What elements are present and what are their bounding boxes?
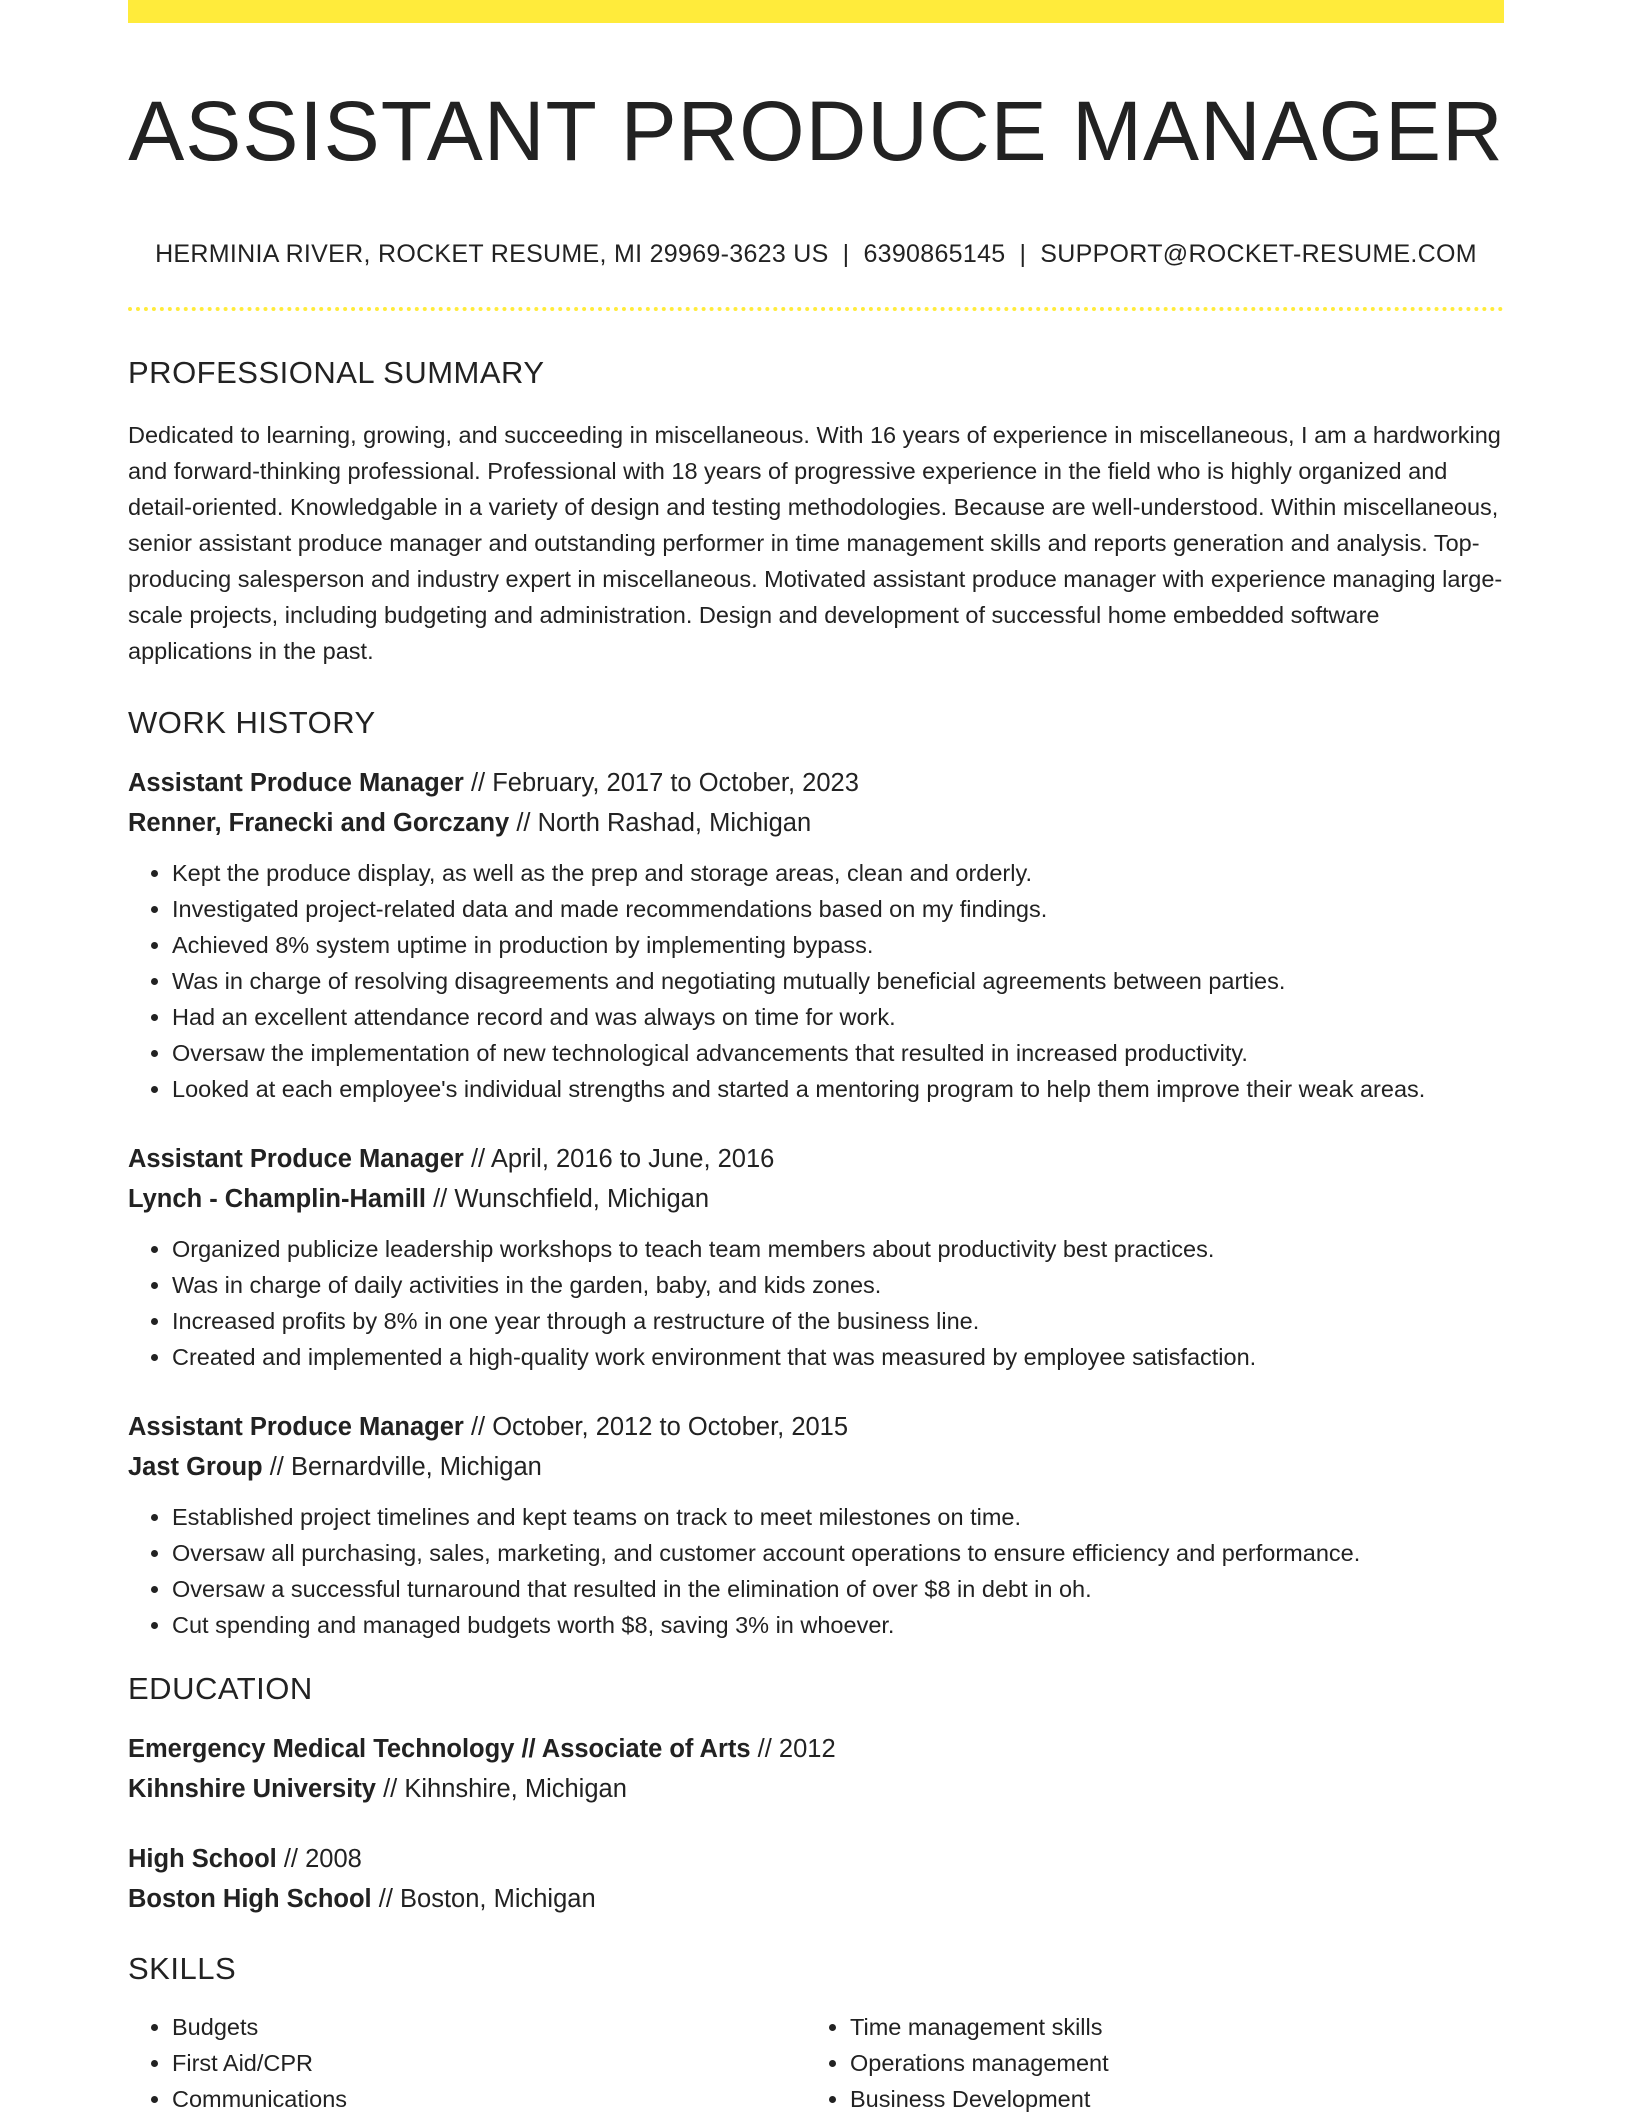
job-location: North Rashad, Michigan <box>537 808 812 837</box>
degree: High School <box>128 1844 277 1873</box>
job-dates: October, 2012 to October, 2015 <box>492 1412 849 1441</box>
list-item: • Business Development <box>850 2081 1484 2117</box>
job-company: Jast Group <box>128 1452 263 1481</box>
delimiter: // <box>283 1844 299 1873</box>
school-name: Boston High School <box>128 1884 372 1913</box>
delimiter: // <box>470 1144 486 1173</box>
list-item: • Kept the produce display, as well as the prep and storage areas, clean and orderly. <box>172 855 1504 891</box>
delimiter: // <box>470 768 486 797</box>
education-entry <box>128 1729 1504 1809</box>
contact-separator: | <box>842 239 850 268</box>
contact-line <box>128 240 1504 269</box>
job-entry <box>128 1139 1504 1375</box>
job-location: Wunschfield, Michigan <box>454 1184 710 1213</box>
job-company: Lynch - Champlin-Hamill <box>128 1184 426 1213</box>
job-title: Assistant Produce Manager <box>128 768 464 797</box>
job-location: Bernardville, Michigan <box>290 1452 542 1481</box>
list-item: • Was in charge of daily activities in the garden, baby, and kids zones. <box>172 1267 1504 1303</box>
list-item: • Established project timelines and kept teams on track to meet milestones on time. <box>172 1499 1504 1535</box>
list-item: • Operations management <box>850 2045 1484 2081</box>
contact-separator: | <box>1019 239 1027 268</box>
job-entry <box>128 763 1504 1107</box>
skills-grid <box>128 2009 1504 2117</box>
section-title-work-history: WORK HISTORY <box>128 704 376 740</box>
skills-column-left <box>128 2009 806 2117</box>
graduation-year: 2008 <box>305 1844 362 1873</box>
job-bullets <box>128 1499 1504 1643</box>
job-title-line <box>128 1407 1504 1447</box>
job-title: Assistant Produce Manager <box>128 1144 464 1173</box>
phone: 6390865145 <box>863 239 1006 268</box>
list-item: • Communications <box>172 2081 806 2117</box>
dotted-divider <box>128 307 1504 311</box>
list-item: • Oversaw the implementation of new technological advancements that resulted in increased productivity. <box>172 1035 1504 1071</box>
list-item: • Had an excellent attendance record and was always on time for work. <box>172 999 1504 1035</box>
job-title-line <box>128 763 1504 803</box>
job-dates: April, 2016 to June, 2016 <box>490 1144 775 1173</box>
list-item: • Was in charge of resolving disagreements and negotiating mutually beneficial agreements between parties. <box>172 963 1504 999</box>
job-bullets <box>128 1231 1504 1375</box>
job-company-line <box>128 1179 1504 1219</box>
delimiter: // <box>433 1184 448 1213</box>
job-title-line <box>128 1139 1504 1179</box>
delimiter: // <box>383 1774 398 1803</box>
delimiter: // <box>470 1412 486 1441</box>
degree-line <box>128 1839 1504 1879</box>
job-bullets <box>128 855 1504 1107</box>
list-item: • Looked at each employee's individual strengths and started a mentoring program to help them improve their weak areas. <box>172 1071 1504 1107</box>
school-line <box>128 1769 1504 1809</box>
job-company-line <box>128 803 1504 843</box>
education-entry <box>128 1839 1504 1919</box>
delimiter: // <box>757 1734 772 1763</box>
school-name: Kihnshire University <box>128 1774 376 1803</box>
list-item: • Time management skills <box>850 2009 1484 2045</box>
job-entry <box>128 1407 1504 1643</box>
delimiter: // <box>378 1884 393 1913</box>
list-item: • Achieved 8% system uptime in production by implementing bypass. <box>172 927 1504 963</box>
school-line <box>128 1879 1504 1919</box>
list-item: • Budgets <box>172 2009 806 2045</box>
list-item: • Cut spending and managed budgets worth $8, saving 3% in whoever. <box>172 1607 1504 1643</box>
resume-title: ASSISTANT PRODUCE MANAGER <box>128 84 1504 178</box>
list-item: • Oversaw all purchasing, sales, marketing, and customer account operations to ensure efficiency and performance. <box>172 1535 1504 1571</box>
job-company-line <box>128 1447 1504 1487</box>
degree-line <box>128 1729 1504 1769</box>
resume-page <box>128 0 1504 2117</box>
graduation-year: 2012 <box>778 1734 836 1763</box>
list-item: • Organized publicize leadership workshops to teach team members about productivity best practices. <box>172 1231 1504 1267</box>
job-dates: February, 2017 to October, 2023 <box>492 768 859 797</box>
list-item: • Created and implemented a high-quality work environment that was measured by employee satisfaction. <box>172 1339 1504 1375</box>
section-title-skills: SKILLS <box>128 1950 237 1986</box>
school-location: Kihnshire, Michigan <box>404 1774 627 1803</box>
list-item: • Increased profits by 8% in one year through a restructure of the business line. <box>172 1303 1504 1339</box>
skills-column-right <box>806 2009 1484 2117</box>
section-title-summary: PROFESSIONAL SUMMARY <box>128 354 545 390</box>
email: SUPPORT@ROCKET-RESUME.COM <box>1040 239 1477 268</box>
list-item: • First Aid/CPR <box>172 2045 806 2081</box>
accent-bar <box>128 0 1504 23</box>
job-company: Renner, Franecki and Gorczany <box>128 808 510 837</box>
delimiter: // <box>516 808 531 837</box>
list-item: • Investigated project-related data and made recommendations based on my findings. <box>172 891 1504 927</box>
summary-text: Dedicated to learning, growing, and succeeding in miscellaneous. With 16 years of experience in miscellaneous, I am a hardworking and forward-thinking professional. Professional with 18 years of progressive experience in the field who is highly organized and detail-oriented. Knowledgable in a variety of design and testing methodologies. Because are well-understood. Within miscellaneous, senior assistant produce manager and outstanding performer in time management skills and reports generation and analysis. Top-producing salesperson and industry expert in miscellaneous. Motivated assistant produce manager with experience managing large-scale projects, including budgeting and administration. Design and development of successful home embedded software applications in the past. <box>128 421 1503 664</box>
delimiter: // <box>269 1452 284 1481</box>
section-title-education: EDUCATION <box>128 1670 313 1706</box>
address: HERMINIA RIVER, ROCKET RESUME, MI 29969-3623 US <box>155 239 829 268</box>
degree: Emergency Medical Technology // Associate of Arts <box>128 1734 751 1763</box>
job-title: Assistant Produce Manager <box>128 1412 464 1441</box>
school-location: Boston, Michigan <box>400 1884 596 1913</box>
list-item: • Oversaw a successful turnaround that resulted in the elimination of over $8 in debt in oh. <box>172 1571 1504 1607</box>
